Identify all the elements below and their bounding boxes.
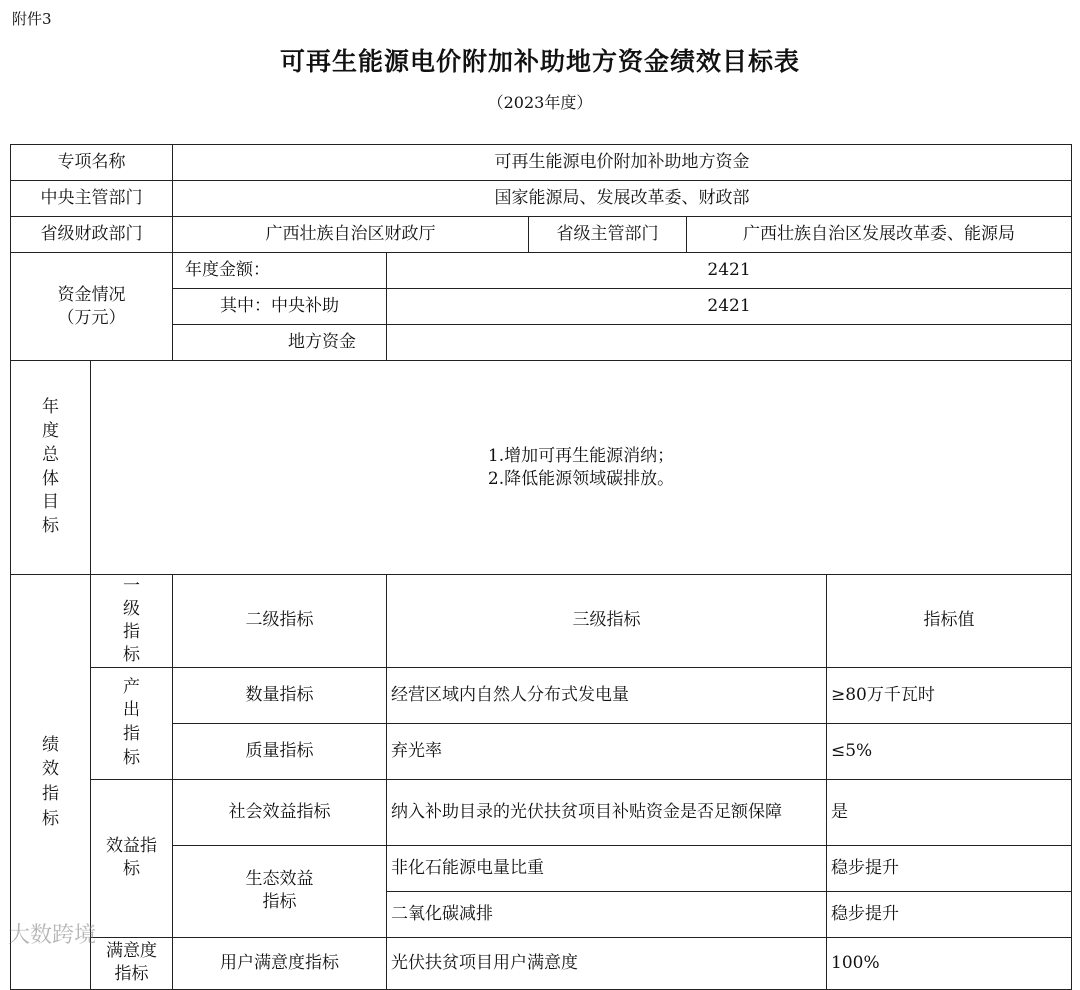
annual-goal-content bbox=[91, 361, 1072, 575]
value-co2: 稳步提升 bbox=[827, 891, 1072, 937]
value-subsidy-guarantee: 是 bbox=[827, 779, 1072, 845]
funds-label-line2: （万元） bbox=[57, 307, 126, 328]
level2-social: 社会效益指标 bbox=[173, 779, 387, 845]
output-indicator-label bbox=[91, 667, 173, 779]
performance-table bbox=[10, 144, 1072, 990]
goal-item-2: 2.降低能源领域碳排放。 bbox=[487, 468, 675, 489]
perf-indicator-label-text: 绩效指标 bbox=[42, 734, 59, 829]
prov-dept-value: 广西壮族自治区发展改革委、能源局 bbox=[687, 217, 1072, 253]
annual-amount-label: 年度金额： bbox=[173, 253, 387, 289]
value-curtailment: ≤5% bbox=[827, 723, 1072, 779]
benefit-indicator-label-text: 效益指标 bbox=[106, 836, 157, 880]
year-subtitle: （2023年度） bbox=[487, 93, 593, 112]
level2-quality: 质量指标 bbox=[173, 723, 387, 779]
goal-item-1: 1.增加可再生能源消纳； bbox=[487, 445, 675, 466]
level3-user-satisfaction: 光伏扶贫项目用户满意度 bbox=[387, 937, 827, 989]
value-header: 指标值 bbox=[827, 575, 1072, 668]
watermark: 大数跨境 bbox=[8, 923, 97, 948]
level3-generation: 经营区域内自然人分布式发电量 bbox=[387, 667, 827, 723]
annual-goal-label-text: 年度总体目标 bbox=[42, 397, 59, 537]
funds-label bbox=[11, 253, 173, 361]
annual-goal-label bbox=[11, 361, 91, 575]
level1-header bbox=[91, 575, 173, 668]
satisfaction-indicator-label bbox=[91, 937, 173, 989]
annual-amount-value: 2421 bbox=[387, 253, 1072, 289]
central-dept-label: 中央主管部门 bbox=[11, 181, 173, 217]
funds-label-line1: 资金情况 bbox=[57, 284, 126, 305]
level2-ecological bbox=[173, 845, 387, 937]
output-indicator-label-text: 产出指标 bbox=[123, 676, 140, 769]
central-dept-value: 国家能源局、发展改革委、财政部 bbox=[173, 181, 1072, 217]
value-generation: ≥80万千瓦时 bbox=[827, 667, 1072, 723]
level3-nonfossil: 非化石能源电量比重 bbox=[387, 845, 827, 891]
level2-user-satisfaction: 用户满意度指标 bbox=[173, 937, 387, 989]
level3-curtailment: 弃光率 bbox=[387, 723, 827, 779]
level3-header: 三级指标 bbox=[387, 575, 827, 668]
prov-finance-label: 省级财政部门 bbox=[11, 217, 173, 253]
satisfaction-indicator-label-text: 满意度指标 bbox=[106, 941, 157, 985]
local-funds-value bbox=[387, 325, 1072, 361]
project-name-value: 可再生能源电价附加补助地方资金 bbox=[173, 145, 1072, 181]
prov-dept-label: 省级主管部门 bbox=[529, 217, 687, 253]
level1-header-text: 一级指标 bbox=[123, 576, 140, 665]
central-subsidy-value: 2421 bbox=[387, 289, 1072, 325]
value-user-satisfaction: 100% bbox=[827, 937, 1072, 989]
level2-header: 二级指标 bbox=[173, 575, 387, 668]
project-name-label: 专项名称 bbox=[11, 145, 173, 181]
level3-subsidy-guarantee: 纳入补助目录的光伏扶贫项目补贴资金是否足额保障 bbox=[387, 779, 827, 845]
level2-quantity: 数量指标 bbox=[173, 667, 387, 723]
central-subsidy-label: 其中：中央补助 bbox=[173, 289, 387, 325]
prov-finance-value: 广西壮族自治区财政厅 bbox=[173, 217, 529, 253]
level2-ecological-text: 生态效益指标 bbox=[245, 869, 314, 913]
page-title: 可再生能源电价附加补助地方资金绩效目标表 bbox=[279, 47, 800, 76]
local-funds-label: 地方资金 bbox=[173, 325, 387, 361]
level3-co2: 二氧化碳减排 bbox=[387, 891, 827, 937]
value-nonfossil: 稳步提升 bbox=[827, 845, 1072, 891]
attachment-label: 附件3 bbox=[12, 10, 52, 28]
benefit-indicator-label bbox=[91, 779, 173, 937]
